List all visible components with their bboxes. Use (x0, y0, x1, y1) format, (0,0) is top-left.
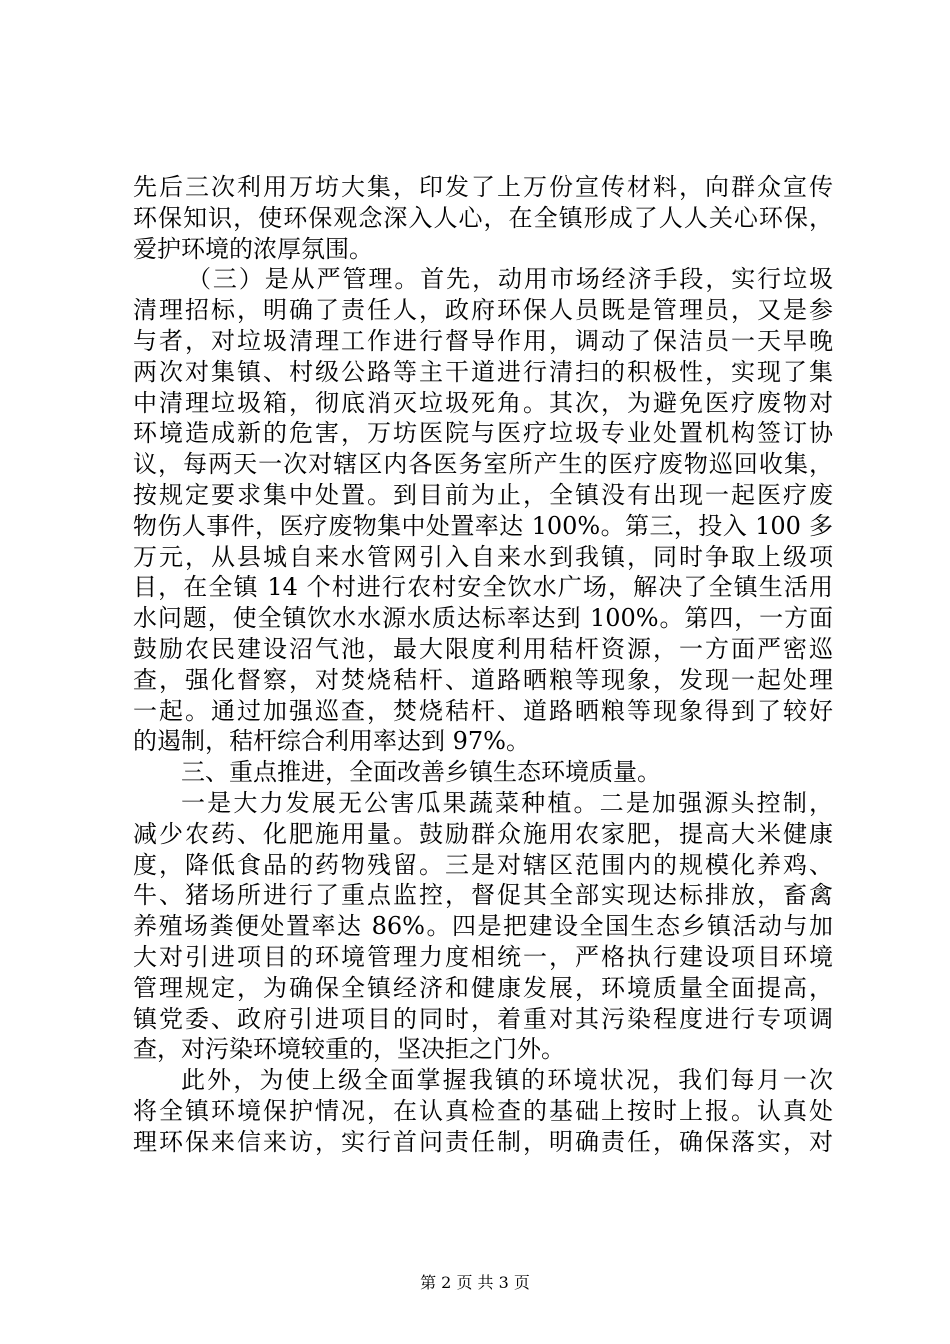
text-line: 牛、猪场所进行了重点监控，督促其全部实现达标排放，畜禽 (133, 881, 833, 910)
text-line: 大对引进项目的环境管理力度相统一，严格执行建设项目环境 (133, 942, 833, 971)
text-line: 中清理垃圾箱，彻底消灭垃圾死角。其次，为避免医疗废物对 (133, 388, 833, 417)
text-line: 与者，对垃圾清理工作进行督导作用，调动了保洁员一天早晚 (133, 326, 833, 355)
text-line: 议，每两天一次对辖区内各医务室所产生的医疗废物巡回收集， (133, 450, 833, 479)
text-line: （三）是从严管理。首先，动用市场经济手段，实行垃圾 (187, 265, 833, 294)
text-line: 查，对污染环境较重的，坚决拒之门外。 (133, 1035, 565, 1064)
page-number-footer: 第 2 页 共 3 页 (420, 1273, 530, 1292)
text-line: 万元，从县城自来水管网引入自来水到我镇，同时争取上级项 (133, 542, 833, 571)
text-line: 养殖场粪便处置率达 86%。四是把建设全国生态乡镇活动与加 (133, 912, 833, 941)
text-line: 水问题，使全镇饮水水源水质达标率达到 100%。第四，一方面 (133, 604, 833, 633)
text-line: 环保知识，使环保观念深入人心，在全镇形成了人人关心环保， (133, 203, 833, 232)
text-line: 查，强化督察，对焚烧秸杆、道路晒粮等现象，发现一起处理 (133, 665, 833, 694)
text-line: 按规定要求集中处置。到目前为止，全镇没有出现一起医疗废 (133, 480, 833, 509)
text-line: 一是大力发展无公害瓜果蔬菜种植。二是加强源头控制， (181, 788, 833, 817)
text-line: 爱护环境的浓厚氛围。 (133, 234, 373, 263)
text-line: 减少农药、化肥施用量。鼓励群众施用农家肥，提高大米健康 (133, 819, 833, 848)
text-line: 目，在全镇 14 个村进行农村安全饮水广场，解决了全镇生活用 (133, 573, 833, 602)
text-line: 两次对集镇、村级公路等主干道进行清扫的积极性，实现了集 (133, 357, 833, 386)
text-line: 的遏制，秸杆综合利用率达到 97%。 (133, 727, 530, 756)
text-line: 先后三次利用万坊大集，印发了上万份宣传材料，向群众宣传 (133, 173, 833, 201)
body-text (133, 172, 833, 1158)
text-line: 物伤人事件，医疗废物集中处置率达 100%。第三，投入 100 多 (133, 511, 833, 540)
text-line: 此外，为使上级全面掌握我镇的环境状况，我们每月一次 (181, 1066, 833, 1095)
text-line: 镇党委、政府引进项目的同时，着重对其污染程度进行专项调 (133, 1004, 833, 1033)
text-line: 环境造成新的危害，万坊医院与医疗垃圾专业处置机构签订协 (133, 419, 833, 448)
text-line: 管理规定，为确保全镇经济和健康发展，环境质量全面提高， (133, 973, 833, 1002)
text-line: 将全镇环境保护情况，在认真检查的基础上按时上报。认真处 (133, 1096, 833, 1125)
text-line: 一起。通过加强巡查，焚烧秸杆、道路晒粮等现象得到了较好 (133, 696, 833, 725)
text-line: 清理招标，明确了责任人，政府环保人员既是管理员，又是参 (133, 296, 833, 325)
text-line: 理环保来信来访，实行首问责任制，明确责任，确保落实，对 (133, 1127, 833, 1156)
text-line: 度，降低食品的药物残留。三是对辖区范围内的规模化养鸡、 (133, 850, 833, 879)
text-line: 鼓励农民建设沼气池，最大限度利用秸杆资源，一方面严密巡 (133, 634, 833, 663)
section-heading: 三、重点推进，全面改善乡镇生态环境质量。 (181, 758, 661, 787)
